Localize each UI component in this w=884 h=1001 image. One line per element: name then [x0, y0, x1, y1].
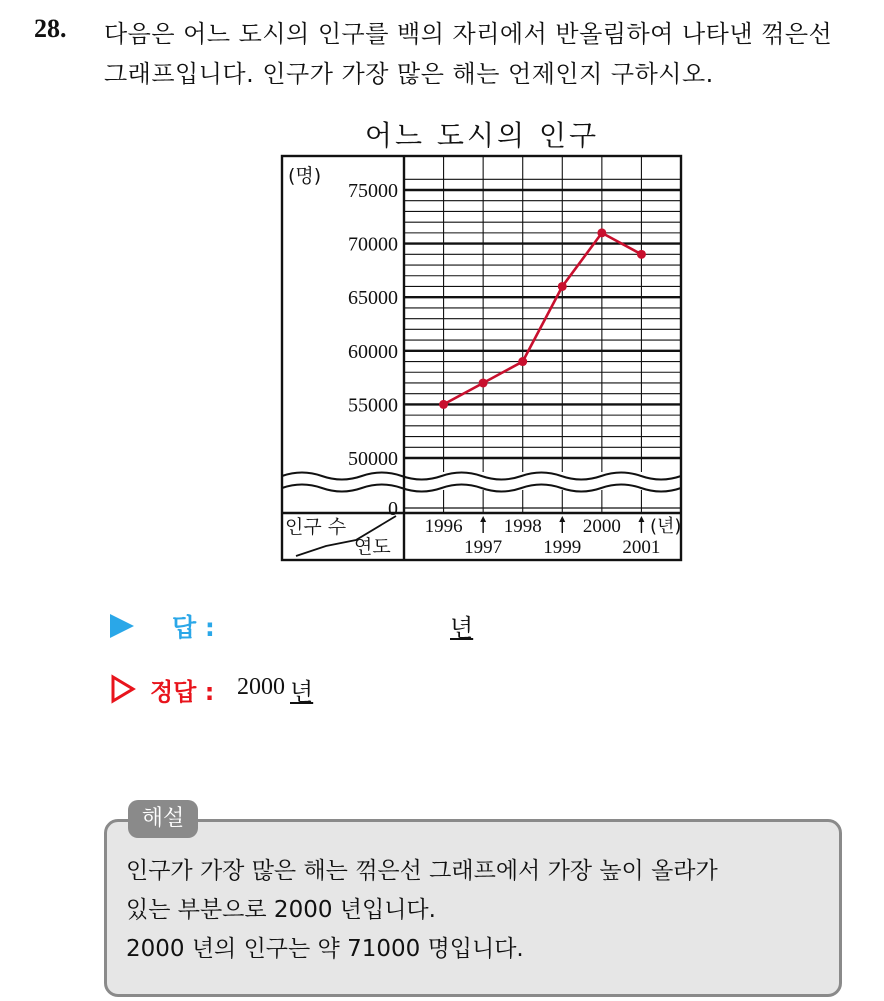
- x-tick-label: 2000: [582, 516, 621, 537]
- x-axis-unit: (년): [650, 516, 682, 537]
- question-number: 28.: [34, 14, 67, 43]
- answer-label: 답 :: [172, 613, 215, 642]
- outline-triangle-icon: [110, 674, 136, 704]
- play-triangle-icon: [110, 614, 134, 638]
- x-tick-arrowhead: [638, 516, 644, 522]
- explanation-tag: 해설: [128, 800, 198, 838]
- data-point: [518, 357, 527, 366]
- corner-label-year: 연도: [354, 536, 391, 558]
- correct-answer-value: 2000: [237, 674, 285, 700]
- answer-row: [110, 608, 610, 644]
- x-tick-label: 1996: [424, 516, 463, 537]
- chart-title: 어느 도시의 인구: [364, 119, 600, 152]
- data-point: [558, 282, 567, 291]
- chart-frame: [282, 156, 681, 560]
- data-point: [637, 250, 646, 259]
- y-tick-label: 55000: [348, 394, 398, 417]
- explanation-line-3: 2000 년의 인구는 약 71000 명입니다.: [126, 936, 524, 962]
- explanation-text: [126, 852, 838, 969]
- y-tick-label: 60000: [348, 340, 398, 363]
- y-tick-label: 75000: [348, 180, 398, 202]
- data-point: [597, 228, 606, 237]
- y-tick-label: 70000: [348, 233, 398, 256]
- explanation-line-2: 있는 부분으로 2000 년입니다.: [126, 897, 436, 923]
- correct-answer-unit: 년: [290, 678, 314, 706]
- answer-unit: 년: [450, 614, 474, 642]
- question-line-1: 다음은 어느 도시의 인구를 백의 자리에서 반올림하여 나타낸 꺾은선: [104, 20, 833, 48]
- y-tick-label: 0: [388, 498, 398, 520]
- question-line-2: 그래프입니다. 인구가 가장 많은 해는 언제인지 구하시오.: [104, 60, 714, 88]
- correct-answer-label: 정답 :: [150, 678, 215, 706]
- x-tick-label: 1999: [543, 537, 582, 558]
- y-axis-unit: (명): [288, 165, 322, 187]
- x-tick-label: 2001: [622, 537, 661, 558]
- data-point: [479, 378, 488, 387]
- x-tick-label: 1997: [464, 537, 503, 558]
- y-tick-label: 65000: [348, 287, 398, 310]
- x-tick-arrowhead: [559, 516, 565, 522]
- y-tick-label: 50000: [348, 448, 398, 470]
- x-tick-arrowhead: [480, 516, 486, 522]
- corner-label-population: 인구 수: [285, 516, 347, 538]
- explanation-line-1: 인구가 가장 많은 해는 꺾은선 그래프에서 가장 높이 올라가: [126, 858, 718, 884]
- x-tick-label: 1998: [503, 516, 542, 537]
- correct-answer-row: [110, 672, 610, 708]
- data-point: [439, 400, 448, 409]
